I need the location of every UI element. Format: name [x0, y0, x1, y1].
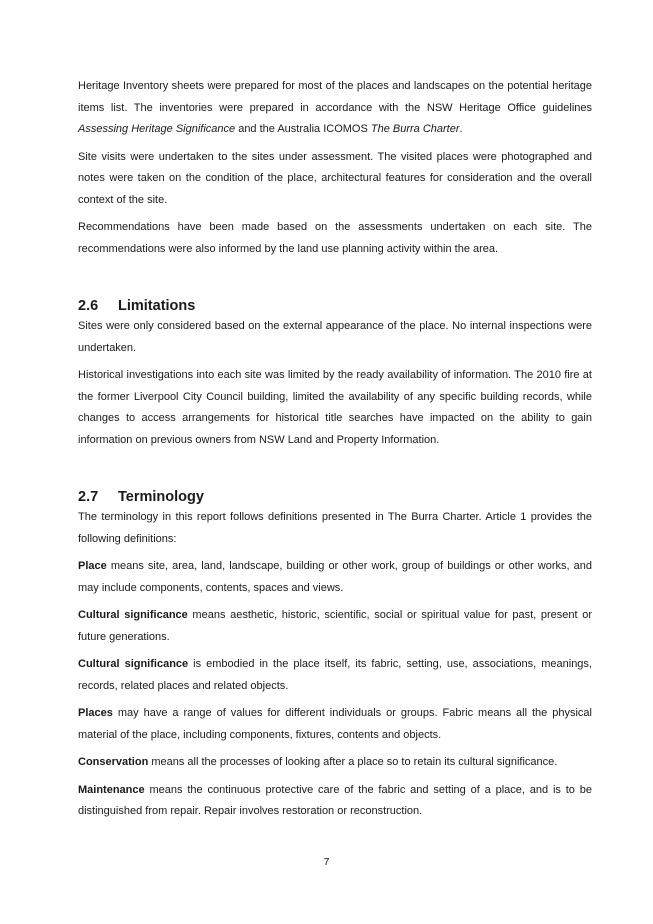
- paragraph-terminology-intro: The terminology in this report follows definitions presented in The Burra Charter. Article 1 provides the following definitions:: [78, 511, 592, 545]
- definition-item: [78, 556, 592, 599]
- section-title: Terminology: [118, 489, 204, 505]
- section-number: 2.6: [78, 298, 99, 314]
- definition-item: [78, 780, 592, 823]
- definition-text: means all the processes of looking after a place so to retain its cultural significance.: [148, 756, 558, 768]
- paragraph-recommendations: Recommendations have been made based on the assessments undertaken on each site. The recommendations were also informed by the land use planning activity within the area.: [78, 221, 592, 255]
- definition-item: [78, 703, 592, 746]
- charter-title: The Burra Charter: [370, 123, 460, 135]
- paragraph-text: .: [459, 123, 463, 135]
- definition-text: is embodied in the place itself, its fabric, setting, use, associations, meanings, records, related places and related objects.: [78, 658, 592, 692]
- definition-item: [78, 752, 592, 774]
- definition-term: Cultural significance: [78, 609, 188, 621]
- paragraph-inventory-sheets: [78, 76, 592, 141]
- definition-term: Conservation: [78, 756, 149, 768]
- definition-text: may have a range of values for different individuals or groups. Fabric means all the physical material of the place, including components, fixtures, contents and objects.: [78, 707, 592, 741]
- section-title: Limitations: [118, 298, 196, 314]
- page-number: 7: [323, 856, 330, 868]
- section-number: 2.7: [78, 489, 99, 505]
- paragraph-site-visits: Site visits were undertaken to the sites under assessment. The visited places were photographed and notes were taken on the condition of the place, architectural features for consideration and the overall context of the site.: [78, 150, 592, 206]
- document-page: [78, 76, 592, 823]
- paragraph-text: Heritage Inventory sheets were prepared for most of the places and landscapes on the potential heritage items list. The inventories were prepared in accordance with the NSW Heritage Office guidelines: [78, 80, 592, 114]
- heading-limitations: [78, 296, 592, 316]
- paragraph-limitations-1: Sites were only considered based on the external appearance of the place. No internal inspections were undertaken.: [78, 320, 592, 354]
- definition-term: Cultural significance: [78, 658, 189, 670]
- heading-terminology: [78, 487, 592, 507]
- definition-term: Place: [78, 560, 107, 572]
- definition-term: Maintenance: [78, 783, 145, 796]
- definition-term: Places: [78, 707, 113, 719]
- paragraph-text: and the Australia ICOMOS: [235, 123, 371, 135]
- paragraph-limitations-2: Historical investigations into each site was limited by the ready availability of information. The 2010 fire at the former Liverpool City Council building, limited the availability of any specific building records, while changes to access arrangements for historical title searches have impacted on the ability to gain information on previous owners from NSW Land and Property Information.: [78, 369, 592, 446]
- definition-text: means the continuous protective care of the fabric and setting of a place, and is to be distinguished from repair. Repair involves restoration or reconstruction.: [78, 783, 592, 817]
- guideline-title: Assessing Heritage Significance: [78, 123, 236, 135]
- definition-item: [78, 605, 592, 648]
- definition-text: means aesthetic, historic, scientific, social or spiritual value for past, present or future generations.: [78, 609, 592, 643]
- definition-item: [78, 654, 592, 697]
- definition-text: means site, area, land, landscape, building or other work, group of buildings or other works, and may include components, contents, spaces and views.: [78, 560, 592, 594]
